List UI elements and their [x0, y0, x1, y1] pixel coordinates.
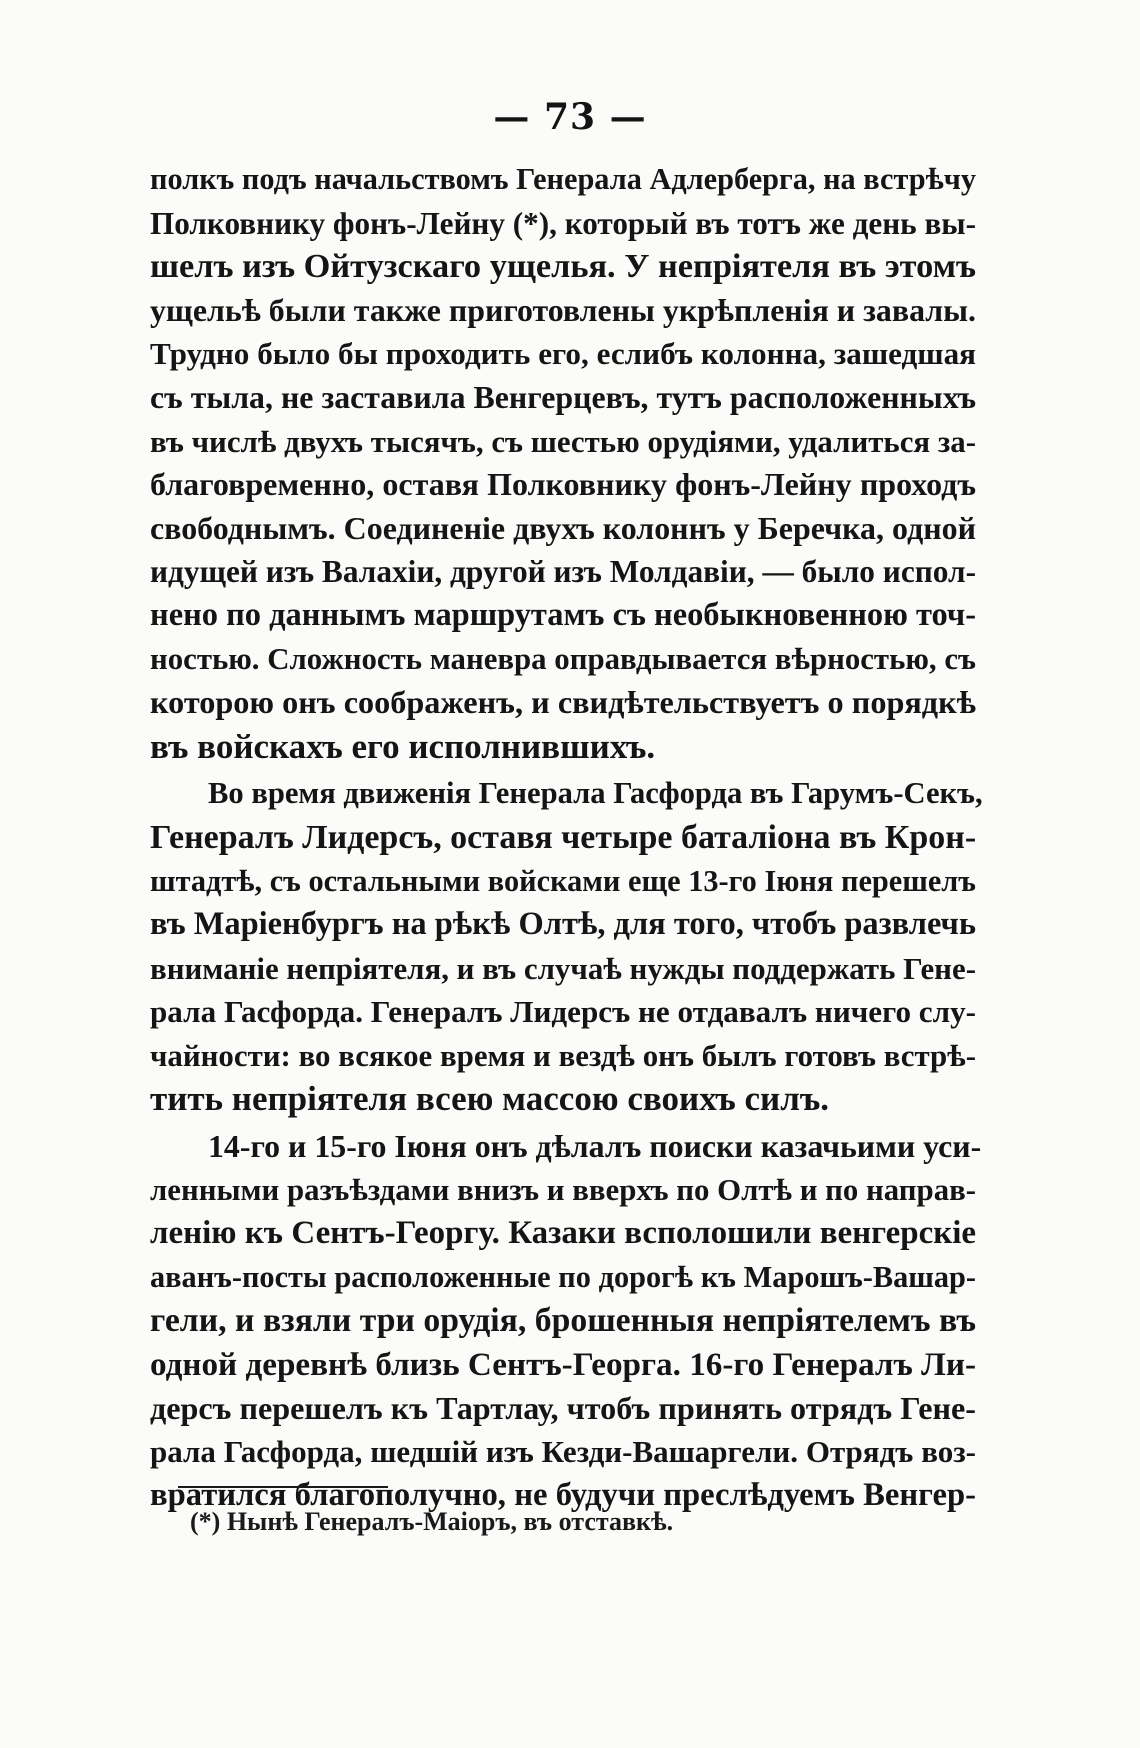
text-line: Во время движенія Генерала Гасфорда въ Гарумъ-Секъ,: [208, 776, 983, 811]
text-line: рала Гасфорда. Генералъ Лидерсъ не отдавалъ ничего слу-: [150, 994, 976, 1030]
text-line: одной деревнѣ близь Сентъ-Георга. 16-го Генералъ Ли-: [150, 1346, 976, 1384]
text-line: 14-го и 15-го Іюня онъ дѣлалъ поиски казачьими уси-: [208, 1129, 982, 1165]
footnote: (*) Нынѣ Генералъ-Маіоръ, въ отставкѣ.: [190, 1507, 674, 1536]
text-line: аванъ-посты расположенные по дорогѣ къ Марошъ-Вашар-: [150, 1259, 976, 1294]
text-line: Полковнику фонъ-Лейну (*), который въ тотъ же день вы-: [150, 205, 976, 241]
text-line: нено по даннымъ маршрутамъ съ необыкновенною точ-: [150, 596, 977, 633]
paragraph-1: [150, 158, 976, 768]
text-line: съ тыла, не заставила Венгерцевъ, тутъ расположенныхъ: [150, 379, 976, 415]
text-line: въ войскахъ его исполнившихъ.: [150, 726, 656, 766]
text-line: въ числѣ двухъ тысячъ, съ шестью орудіями, удалиться за-: [150, 423, 976, 459]
text-line: тить непріятеля всею массою своихъ силъ.: [150, 1079, 830, 1119]
paragraph-3: [150, 1125, 982, 1517]
text-line: идущей изъ Валахіи, другой изъ Молдавіи, — было испол-: [150, 554, 976, 590]
text-line: шелъ изъ Ойтузскаго ущелья. У непріятеля въ этомъ: [150, 247, 976, 286]
text-line: свободнымъ. Соединеніе двухъ колоннъ у Беречка, одной: [150, 510, 976, 546]
text-line: рала Гасфорда, шедшій изъ Кезди-Вашаргели. Отрядъ воз-: [150, 1434, 976, 1470]
page-number: — 73 —: [493, 96, 647, 138]
text-line: Трудно было бы проходить его, еслибъ колонна, зашедшая: [150, 336, 976, 372]
text-line: ущельѣ были также приготовлены укрѣпленія и завалы.: [150, 292, 976, 328]
text-line: вратился благополучно, не будучи преслѣдуемъ Венгер-: [150, 1476, 976, 1513]
text-line: чайности: во всякое время и вездѣ онъ былъ готовъ встрѣ-: [150, 1037, 976, 1073]
text-line: ленными разъѣздами внизъ и вверхъ по Олтѣ и по направ-: [150, 1172, 976, 1207]
footnote-rule: [178, 1486, 388, 1488]
text-line: дерсъ перешелъ къ Тартлау, чтобъ принять отрядъ Гене-: [150, 1389, 976, 1426]
text-line: которою онъ соображенъ, и свидѣтельствуетъ о порядкѣ: [150, 684, 976, 721]
text-line: ностью. Сложность маневра оправдывается вѣрностью, съ: [150, 641, 976, 676]
text-line: благовременно, оставя Полковнику фонъ-Лейну проходъ: [150, 466, 976, 503]
text-line: штадтѣ, съ остальными войсками еще 13-го Іюня перешелъ: [150, 863, 976, 898]
text-line: гели, и взяли три орудія, брошенныя непріятелемъ въ: [150, 1302, 976, 1340]
text-line: вниманіе непріятеля, и въ случаѣ нужды поддержать Гене-: [150, 950, 977, 986]
body-text: [150, 158, 983, 1517]
text-line: ленію къ Сентъ-Георгу. Казаки всполошили венгерскіе: [150, 1215, 976, 1252]
text-line: Генералъ Лидерсъ, оставя четыре баталіона въ Крон-: [150, 818, 977, 856]
text-line: полкъ подъ начальствомъ Генерала Адлерберга, на встрѣчу: [150, 162, 976, 196]
text-line: въ Маріенбургъ на рѣкѣ Олтѣ, для того, чтобъ развлечь: [150, 906, 976, 943]
paragraph-2: [150, 772, 983, 1121]
